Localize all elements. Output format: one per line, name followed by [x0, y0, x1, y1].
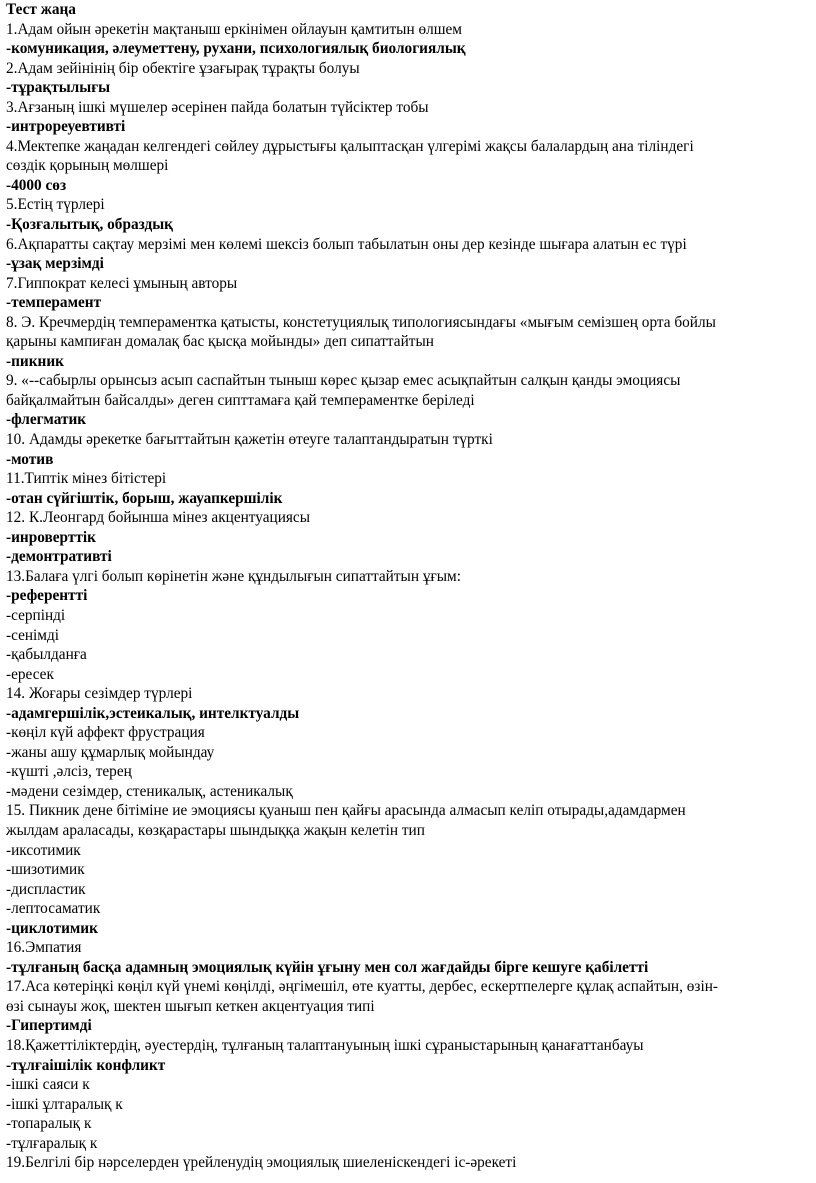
question-line: -ішкі саяси к — [6, 1076, 90, 1094]
question-line: 4.Мектепке жаңадан келгендегі сөйлеу дұрыстығы қалыптасқан үлгерімі жақсы балалардың ана тіліндегі — [6, 137, 694, 155]
question-line: қарыны кампиған домалақ бас қысқа мойынды» деп сипаттайтын — [6, 333, 434, 351]
answer-line: -комуникация, әлеуметтену, рухани, психологиялық биологиялық — [6, 40, 466, 58]
question-line: 8. Э. Кречмердің темпераментка қатысты, констетуциялық типологиясындағы «мығым семізшең орта бойлы — [6, 313, 716, 331]
question-line: -лептосаматик — [6, 900, 101, 918]
answer-line: -Гипертимді — [6, 1017, 92, 1035]
question-line: -топаралық к — [6, 1115, 92, 1133]
question-line: 15. Пикник дене бітіміне ие эмоциясы қуаныш пен қайғы арасында алмасып келіп отырады,адамдармен — [6, 802, 686, 820]
answer-line: -референтті — [6, 587, 88, 605]
answer-line: -адамгершілік,эстеикалық, интелктуалды — [6, 704, 300, 722]
question-line: 1.Адам ойын әрекетін мақтаныш еркінімен ойлауын қамтитын өлшем — [6, 20, 462, 38]
answer-line: -мотив — [6, 450, 54, 468]
answer-line: -интрореуевтивті — [6, 118, 126, 136]
question-line: -көңіл күй аффект фрустрация — [6, 724, 205, 742]
question-line: 18.Қажеттіліктердің, әуестердің, тұлғаның талаптануының ішкі сұраныстарының қанағаттанбауы — [6, 1036, 644, 1054]
question-line: 3.Ағзаның ішкі мүшелер әсерінен пайда болатын түйсіктер тобы — [6, 98, 429, 116]
answer-line: -ұзақ мерзімді — [6, 255, 104, 273]
question-line: байқалмайтын байсалды» деген сипттамаға қай темпераментке беріледі — [6, 391, 475, 409]
answer-line: -отан сүйгіштік, борыш, жауапкершілік — [6, 489, 283, 507]
question-line: -шизотимик — [6, 861, 85, 879]
document-body — [6, 0, 816, 1173]
question-line: 12. К.Леонгард бойынша мінез акцентуациясы — [6, 509, 310, 527]
answer-line: -флегматик — [6, 411, 87, 429]
question-line: 2.Адам зейінінің бір обектіге ұзағырақ тұрақты болуы — [6, 59, 360, 77]
question-line: 9. «--сабырлы орынсыз асып саспайтын тыныш көрес қызар емес асықпайтын салқын қанды эмоциясы — [6, 372, 681, 390]
answer-line: -4000 сөз — [6, 176, 67, 194]
question-line: 14. Жоғары сезімдер түрлері — [6, 685, 193, 703]
question-line: -қабылданға — [6, 646, 87, 664]
answer-line: -пикник — [6, 352, 64, 370]
question-line: -мәдени сезімдер, стеникалық, астеникалық — [6, 782, 293, 800]
answer-line: Тест жаңа — [6, 1, 76, 18]
question-line: 7.Гиппократ келесі ұмының авторы — [6, 274, 238, 292]
question-line: -күшті ,әлсіз, терең — [6, 763, 132, 781]
question-line: 17.Аса көтеріңкі көңіл күй үнемі көңілді, әңгімешіл, өте куатты, дербес, ескертпелерге құлақ аспайтын, өзін- — [6, 978, 718, 996]
question-line: 5.Естің түрлері — [6, 196, 105, 214]
question-line: 13.Балаға үлгі болып көрінетін және құндылығын сипаттайтын ұғым: — [6, 567, 461, 585]
question-line: -диспластик — [6, 880, 86, 898]
answer-line: -демонтративті — [6, 548, 112, 566]
question-line: сөздік қорының мөлшері — [6, 157, 169, 175]
question-line: -ересек — [6, 665, 54, 683]
answer-line: -темперамент — [6, 294, 102, 312]
question-line: -сенімді — [6, 626, 60, 644]
answer-line: -тұрақтылығы — [6, 79, 111, 97]
question-line: 19.Белгілі бір нәрселерден үрейленудің эмоциялық шиеленіскендегі іс-әрекеті — [6, 1154, 517, 1172]
answer-line: -инроверттік — [6, 528, 96, 546]
question-line: -тұлғаралық к — [6, 1134, 98, 1152]
answer-line: -тұлғаның басқа адамның эмоциялық күйін ұғыну мен сол жағдайды бірге кешуге қабілетті — [6, 958, 649, 976]
question-line: -жаны ашу құмарлық мойындау — [6, 743, 215, 761]
question-line: 6.Ақпаратты сақтау мерзімі мен көлемі шексіз болып табылатын оны дер кезінде шығара алатын ес түрі — [6, 235, 687, 253]
question-line: 16.Эмпатия — [6, 939, 82, 957]
question-line: -серпінді — [6, 606, 66, 624]
question-line: 11.Типтік мінез бітістері — [6, 470, 167, 488]
question-line: өзі сынауы жоқ, шектен шығып кеткен акцентуация типі — [6, 997, 375, 1015]
answer-line: -циклотимик — [6, 919, 98, 937]
question-line: 10. Адамды әрекетке бағыттайтын қажетін өтеуге талаптандыратын түрткі — [6, 431, 493, 449]
question-line: -иксотимик — [6, 841, 81, 859]
answer-line: -тұлғаішілік конфликт — [6, 1056, 166, 1074]
question-line: жылдам араласады, көзқарастары шындыққа жақын келетін тип — [6, 821, 425, 839]
answer-line: -Қозғалытық, образдық — [6, 216, 173, 234]
question-line: -ішкі ұлтаралық к — [6, 1095, 123, 1113]
